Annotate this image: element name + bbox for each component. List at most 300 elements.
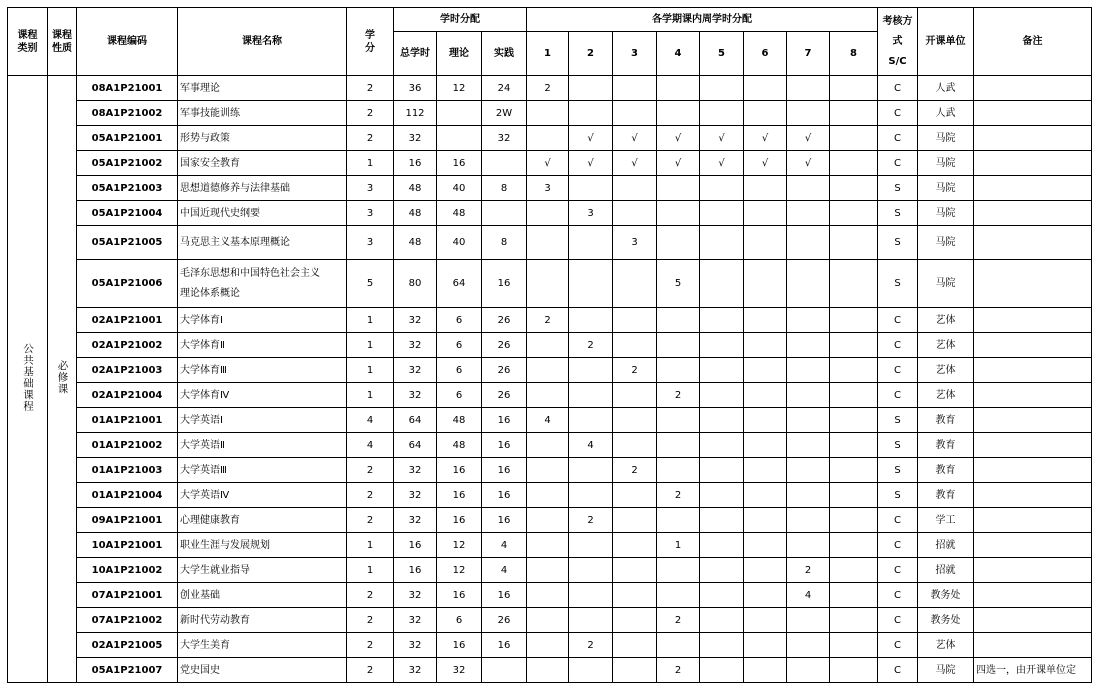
- practice-hours-cell: 32: [482, 126, 527, 151]
- table-row: [8, 633, 1092, 658]
- header-exam: 考核方式 S/C: [878, 8, 918, 76]
- remark-cell: [974, 483, 1092, 508]
- semester-4-cell: [657, 558, 700, 583]
- total-hours-cell: 32: [394, 333, 437, 358]
- semester-6-cell: [744, 633, 787, 658]
- unit-cell: 艺体: [918, 358, 974, 383]
- remark-cell: [974, 76, 1092, 101]
- semester-4-cell: 1: [657, 533, 700, 558]
- semester-6-cell: [744, 308, 787, 333]
- unit-cell: 艺体: [918, 333, 974, 358]
- course-code: 05A1P21004: [77, 201, 178, 226]
- credit-cell: 2: [347, 458, 394, 483]
- theory-hours-cell: 16: [437, 151, 482, 176]
- practice-hours-cell: 16: [482, 433, 527, 458]
- semester-1-cell: 2: [527, 308, 569, 333]
- semester-7-cell: [787, 608, 830, 633]
- course-code: 05A1P21007: [77, 658, 178, 683]
- unit-cell: 马院: [918, 151, 974, 176]
- credit-cell: 3: [347, 226, 394, 260]
- credit-cell: 1: [347, 358, 394, 383]
- semester-4-cell: 2: [657, 658, 700, 683]
- credit-cell: 2: [347, 483, 394, 508]
- total-hours-cell: 32: [394, 633, 437, 658]
- semester-4-cell: [657, 408, 700, 433]
- semester-2-cell: [569, 533, 613, 558]
- remark-cell: [974, 558, 1092, 583]
- semester-4-cell: √: [657, 126, 700, 151]
- semester-1-cell: [527, 483, 569, 508]
- unit-cell: 教务处: [918, 608, 974, 633]
- nature-label: 必修课: [56, 359, 69, 395]
- semester-5-cell: [700, 260, 744, 308]
- remark-cell: [974, 201, 1092, 226]
- semester-5-cell: [700, 333, 744, 358]
- credit-cell: 2: [347, 76, 394, 101]
- exam-type-cell: S: [878, 201, 918, 226]
- practice-hours-cell: 16: [482, 583, 527, 608]
- unit-cell: 教务处: [918, 583, 974, 608]
- semester-5-cell: [700, 658, 744, 683]
- semester-3-cell: [613, 633, 657, 658]
- unit-cell: 教育: [918, 408, 974, 433]
- semester-7-cell: [787, 176, 830, 201]
- semester-3-cell: [613, 433, 657, 458]
- semester-8-cell: [830, 76, 878, 101]
- semester-7-cell: [787, 658, 830, 683]
- total-hours-cell: 36: [394, 76, 437, 101]
- theory-hours-cell: [437, 101, 482, 126]
- credit-cell: 5: [347, 260, 394, 308]
- theory-hours-cell: 6: [437, 308, 482, 333]
- semester-6-cell: [744, 433, 787, 458]
- course-name: 大学体育Ⅰ: [178, 308, 347, 333]
- theory-hours-cell: 12: [437, 558, 482, 583]
- semester-8-cell: [830, 151, 878, 176]
- total-hours-cell: 32: [394, 658, 437, 683]
- header-semester-4: 4: [657, 32, 700, 76]
- course-name: 国家安全教育: [178, 151, 347, 176]
- semester-3-cell: [613, 76, 657, 101]
- course-code: 05A1P21006: [77, 260, 178, 308]
- course-code: 02A1P21001: [77, 308, 178, 333]
- unit-cell: 人武: [918, 76, 974, 101]
- semester-2-cell: 2: [569, 333, 613, 358]
- exam-type-cell: C: [878, 608, 918, 633]
- practice-hours-cell: 16: [482, 508, 527, 533]
- semester-5-cell: [700, 558, 744, 583]
- semester-6-cell: [744, 583, 787, 608]
- semester-8-cell: [830, 201, 878, 226]
- header-semester-2: 2: [569, 32, 613, 76]
- semester-3-cell: [613, 533, 657, 558]
- semester-3-cell: [613, 201, 657, 226]
- theory-hours-cell: 16: [437, 483, 482, 508]
- practice-hours-cell: 16: [482, 408, 527, 433]
- course-name: 大学英语Ⅳ: [178, 483, 347, 508]
- course-code: 05A1P21005: [77, 226, 178, 260]
- unit-cell: 马院: [918, 126, 974, 151]
- exam-type-cell: C: [878, 358, 918, 383]
- table-row: [8, 260, 1092, 308]
- table-row: [8, 226, 1092, 260]
- semester-2-cell: √: [569, 151, 613, 176]
- semester-7-cell: [787, 358, 830, 383]
- semester-7-cell: 4: [787, 583, 830, 608]
- unit-cell: 马院: [918, 260, 974, 308]
- semester-7-cell: [787, 383, 830, 408]
- semester-8-cell: [830, 101, 878, 126]
- exam-type-cell: C: [878, 508, 918, 533]
- semester-6-cell: [744, 658, 787, 683]
- practice-hours-cell: 24: [482, 76, 527, 101]
- course-name: 大学英语Ⅱ: [178, 433, 347, 458]
- semester-1-cell: [527, 201, 569, 226]
- course-name: 形势与政策: [178, 126, 347, 151]
- semester-6-cell: [744, 176, 787, 201]
- semester-7-cell: √: [787, 151, 830, 176]
- course-name-line: 理论体系概论: [180, 287, 240, 299]
- theory-hours-cell: 40: [437, 176, 482, 201]
- table-row: [8, 508, 1092, 533]
- table-row: [8, 151, 1092, 176]
- header-semester-8: 8: [830, 32, 878, 76]
- semester-5-cell: [700, 433, 744, 458]
- theory-hours-cell: 16: [437, 583, 482, 608]
- semester-6-cell: [744, 383, 787, 408]
- semester-7-cell: [787, 408, 830, 433]
- semester-6-cell: [744, 358, 787, 383]
- unit-cell: 教育: [918, 433, 974, 458]
- theory-hours-cell: 16: [437, 458, 482, 483]
- semester-5-cell: [700, 76, 744, 101]
- practice-hours-cell: 26: [482, 358, 527, 383]
- semester-1-cell: [527, 658, 569, 683]
- semester-1-cell: [527, 608, 569, 633]
- practice-hours-cell: 16: [482, 633, 527, 658]
- table-row: [8, 201, 1092, 226]
- exam-type-cell: C: [878, 558, 918, 583]
- header-semester-5: 5: [700, 32, 744, 76]
- header-semester-7: 7: [787, 32, 830, 76]
- semester-6-cell: [744, 260, 787, 308]
- credit-cell: 1: [347, 383, 394, 408]
- course-code: 01A1P21001: [77, 408, 178, 433]
- semester-1-cell: [527, 508, 569, 533]
- semester-5-cell: [700, 408, 744, 433]
- table-row: [8, 408, 1092, 433]
- course-code: 05A1P21002: [77, 151, 178, 176]
- semester-7-cell: [787, 308, 830, 333]
- course-name: 新时代劳动教育: [178, 608, 347, 633]
- semester-1-cell: [527, 383, 569, 408]
- course-name: [178, 260, 347, 308]
- semester-3-cell: 2: [613, 458, 657, 483]
- total-hours-cell: 48: [394, 201, 437, 226]
- course-name: 军事技能训练: [178, 101, 347, 126]
- semester-7-cell: [787, 633, 830, 658]
- unit-cell: 人武: [918, 101, 974, 126]
- semester-6-cell: √: [744, 126, 787, 151]
- semester-4-cell: √: [657, 151, 700, 176]
- remark-cell: [974, 260, 1092, 308]
- semester-3-cell: [613, 308, 657, 333]
- semester-6-cell: [744, 333, 787, 358]
- semester-6-cell: [744, 483, 787, 508]
- table-row: [8, 658, 1092, 683]
- credit-cell: 2: [347, 608, 394, 633]
- remark-cell: [974, 433, 1092, 458]
- table-row: [8, 608, 1092, 633]
- course-code: 01A1P21002: [77, 433, 178, 458]
- semester-4-cell: [657, 458, 700, 483]
- theory-hours-cell: 16: [437, 633, 482, 658]
- semester-5-cell: [700, 226, 744, 260]
- semester-1-cell: [527, 101, 569, 126]
- remark-cell: [974, 533, 1092, 558]
- semester-2-cell: [569, 101, 613, 126]
- semester-8-cell: [830, 358, 878, 383]
- semester-4-cell: [657, 176, 700, 201]
- header-code: 课程编码: [77, 8, 178, 76]
- semester-3-cell: [613, 176, 657, 201]
- unit-cell: 学工: [918, 508, 974, 533]
- semester-2-cell: [569, 176, 613, 201]
- exam-type-cell: S: [878, 433, 918, 458]
- semester-3-cell: [613, 483, 657, 508]
- unit-cell: 招就: [918, 558, 974, 583]
- semester-8-cell: [830, 508, 878, 533]
- practice-hours-cell: 16: [482, 483, 527, 508]
- credit-cell: 1: [347, 151, 394, 176]
- header-semester-3: 3: [613, 32, 657, 76]
- credit-cell: 4: [347, 433, 394, 458]
- course-code: 01A1P21003: [77, 458, 178, 483]
- header-exam-code: S/C: [888, 55, 907, 67]
- exam-type-cell: C: [878, 383, 918, 408]
- course-code: 05A1P21003: [77, 176, 178, 201]
- credit-cell: 3: [347, 176, 394, 201]
- course-name: 中国近现代史纲要: [178, 201, 347, 226]
- unit-cell: 教育: [918, 458, 974, 483]
- course-name: 大学生就业指导: [178, 558, 347, 583]
- table-row: [8, 76, 1092, 101]
- semester-2-cell: [569, 260, 613, 308]
- table-row: [8, 176, 1092, 201]
- table-row: [8, 126, 1092, 151]
- semester-1-cell: 4: [527, 408, 569, 433]
- total-hours-cell: 32: [394, 358, 437, 383]
- semester-6-cell: [744, 408, 787, 433]
- practice-hours-cell: 26: [482, 383, 527, 408]
- category-label: 公共基础课程: [22, 342, 34, 412]
- semester-3-cell: 3: [613, 226, 657, 260]
- semester-4-cell: 5: [657, 260, 700, 308]
- course-name: 大学体育Ⅳ: [178, 383, 347, 408]
- semester-1-cell: √: [527, 151, 569, 176]
- exam-type-cell: C: [878, 333, 918, 358]
- remark-cell: [974, 333, 1092, 358]
- course-name: 马克思主义基本原理概论: [178, 226, 347, 260]
- course-code: 02A1P21002: [77, 333, 178, 358]
- total-hours-cell: 16: [394, 533, 437, 558]
- semester-8-cell: [830, 458, 878, 483]
- practice-hours-cell: 26: [482, 333, 527, 358]
- semester-6-cell: [744, 533, 787, 558]
- practice-hours-cell: 16: [482, 458, 527, 483]
- semester-3-cell: √: [613, 126, 657, 151]
- total-hours-cell: 48: [394, 226, 437, 260]
- header-total-hours: 总学时: [394, 32, 437, 76]
- theory-hours-cell: 48: [437, 433, 482, 458]
- table-row: [8, 358, 1092, 383]
- semester-5-cell: √: [700, 126, 744, 151]
- practice-hours-cell: 26: [482, 308, 527, 333]
- semester-5-cell: [700, 383, 744, 408]
- semester-8-cell: [830, 558, 878, 583]
- practice-hours-cell: 8: [482, 226, 527, 260]
- semester-8-cell: [830, 483, 878, 508]
- semester-3-cell: [613, 383, 657, 408]
- header-unit: 开课单位: [918, 8, 974, 76]
- exam-type-cell: S: [878, 483, 918, 508]
- semester-2-cell: √: [569, 126, 613, 151]
- semester-8-cell: [830, 583, 878, 608]
- semester-2-cell: [569, 458, 613, 483]
- remark-cell: [974, 633, 1092, 658]
- category-cell: [8, 76, 48, 683]
- semester-4-cell: [657, 333, 700, 358]
- total-hours-cell: 80: [394, 260, 437, 308]
- theory-hours-cell: 12: [437, 533, 482, 558]
- header-remark: 备注: [974, 8, 1092, 76]
- semester-2-cell: [569, 308, 613, 333]
- table-row: [8, 383, 1092, 408]
- exam-type-cell: C: [878, 76, 918, 101]
- semester-8-cell: [830, 226, 878, 260]
- course-name: 职业生涯与发展规划: [178, 533, 347, 558]
- table-row: [8, 458, 1092, 483]
- semester-3-cell: √: [613, 151, 657, 176]
- header-practice: 实践: [482, 32, 527, 76]
- semester-2-cell: [569, 76, 613, 101]
- exam-type-cell: S: [878, 176, 918, 201]
- semester-8-cell: [830, 176, 878, 201]
- semester-2-cell: [569, 658, 613, 683]
- semester-3-cell: 2: [613, 358, 657, 383]
- semester-4-cell: [657, 433, 700, 458]
- remark-cell: [974, 383, 1092, 408]
- semester-2-cell: [569, 358, 613, 383]
- course-name: 大学英语Ⅲ: [178, 458, 347, 483]
- table-row: [8, 583, 1092, 608]
- course-code: 10A1P21002: [77, 558, 178, 583]
- semester-1-cell: [527, 333, 569, 358]
- semester-3-cell: [613, 558, 657, 583]
- unit-cell: 马院: [918, 658, 974, 683]
- theory-hours-cell: 48: [437, 201, 482, 226]
- semester-6-cell: [744, 508, 787, 533]
- semester-2-cell: [569, 483, 613, 508]
- credit-cell: 2: [347, 633, 394, 658]
- practice-hours-cell: 2W: [482, 101, 527, 126]
- remark-cell: [974, 458, 1092, 483]
- unit-cell: 招就: [918, 533, 974, 558]
- course-code: 02A1P21004: [77, 383, 178, 408]
- course-name: 大学体育Ⅲ: [178, 358, 347, 383]
- credit-cell: 1: [347, 533, 394, 558]
- semester-1-cell: [527, 433, 569, 458]
- semester-7-cell: [787, 101, 830, 126]
- course-code: 02A1P21005: [77, 633, 178, 658]
- semester-1-cell: 2: [527, 76, 569, 101]
- semester-8-cell: [830, 383, 878, 408]
- header-row-1: [8, 8, 1092, 32]
- semester-2-cell: [569, 408, 613, 433]
- table-row: [8, 558, 1092, 583]
- semester-8-cell: [830, 408, 878, 433]
- semester-7-cell: [787, 201, 830, 226]
- semester-4-cell: [657, 508, 700, 533]
- semester-3-cell: [613, 608, 657, 633]
- nature-cell: [48, 76, 77, 683]
- semester-7-cell: [787, 458, 830, 483]
- total-hours-cell: 64: [394, 433, 437, 458]
- semester-5-cell: [700, 633, 744, 658]
- theory-hours-cell: 6: [437, 333, 482, 358]
- theory-hours-cell: 32: [437, 658, 482, 683]
- remark-cell: [974, 408, 1092, 433]
- total-hours-cell: 64: [394, 408, 437, 433]
- unit-cell: 教育: [918, 483, 974, 508]
- course-name: 创业基础: [178, 583, 347, 608]
- table-row: [8, 533, 1092, 558]
- course-name: 大学体育Ⅱ: [178, 333, 347, 358]
- semester-5-cell: [700, 176, 744, 201]
- theory-hours-cell: 6: [437, 383, 482, 408]
- semester-2-cell: 2: [569, 508, 613, 533]
- table-row: [8, 308, 1092, 333]
- unit-cell: 艺体: [918, 633, 974, 658]
- semester-3-cell: [613, 101, 657, 126]
- semester-3-cell: [613, 260, 657, 308]
- total-hours-cell: 32: [394, 126, 437, 151]
- semester-7-cell: [787, 76, 830, 101]
- course-code: 09A1P21001: [77, 508, 178, 533]
- header-semester-6: 6: [744, 32, 787, 76]
- semester-5-cell: [700, 101, 744, 126]
- exam-type-cell: C: [878, 126, 918, 151]
- remark-cell: [974, 101, 1092, 126]
- theory-hours-cell: 6: [437, 358, 482, 383]
- semester-2-cell: [569, 226, 613, 260]
- semester-4-cell: [657, 226, 700, 260]
- semester-7-cell: [787, 333, 830, 358]
- semester-2-cell: [569, 583, 613, 608]
- semester-5-cell: [700, 508, 744, 533]
- credit-cell: 1: [347, 333, 394, 358]
- exam-type-cell: C: [878, 101, 918, 126]
- exam-type-cell: C: [878, 533, 918, 558]
- table-row: [8, 483, 1092, 508]
- semester-6-cell: [744, 101, 787, 126]
- credit-cell: 2: [347, 101, 394, 126]
- semester-5-cell: [700, 201, 744, 226]
- semester-1-cell: [527, 126, 569, 151]
- semester-7-cell: √: [787, 126, 830, 151]
- semester-1-cell: [527, 558, 569, 583]
- semester-8-cell: [830, 308, 878, 333]
